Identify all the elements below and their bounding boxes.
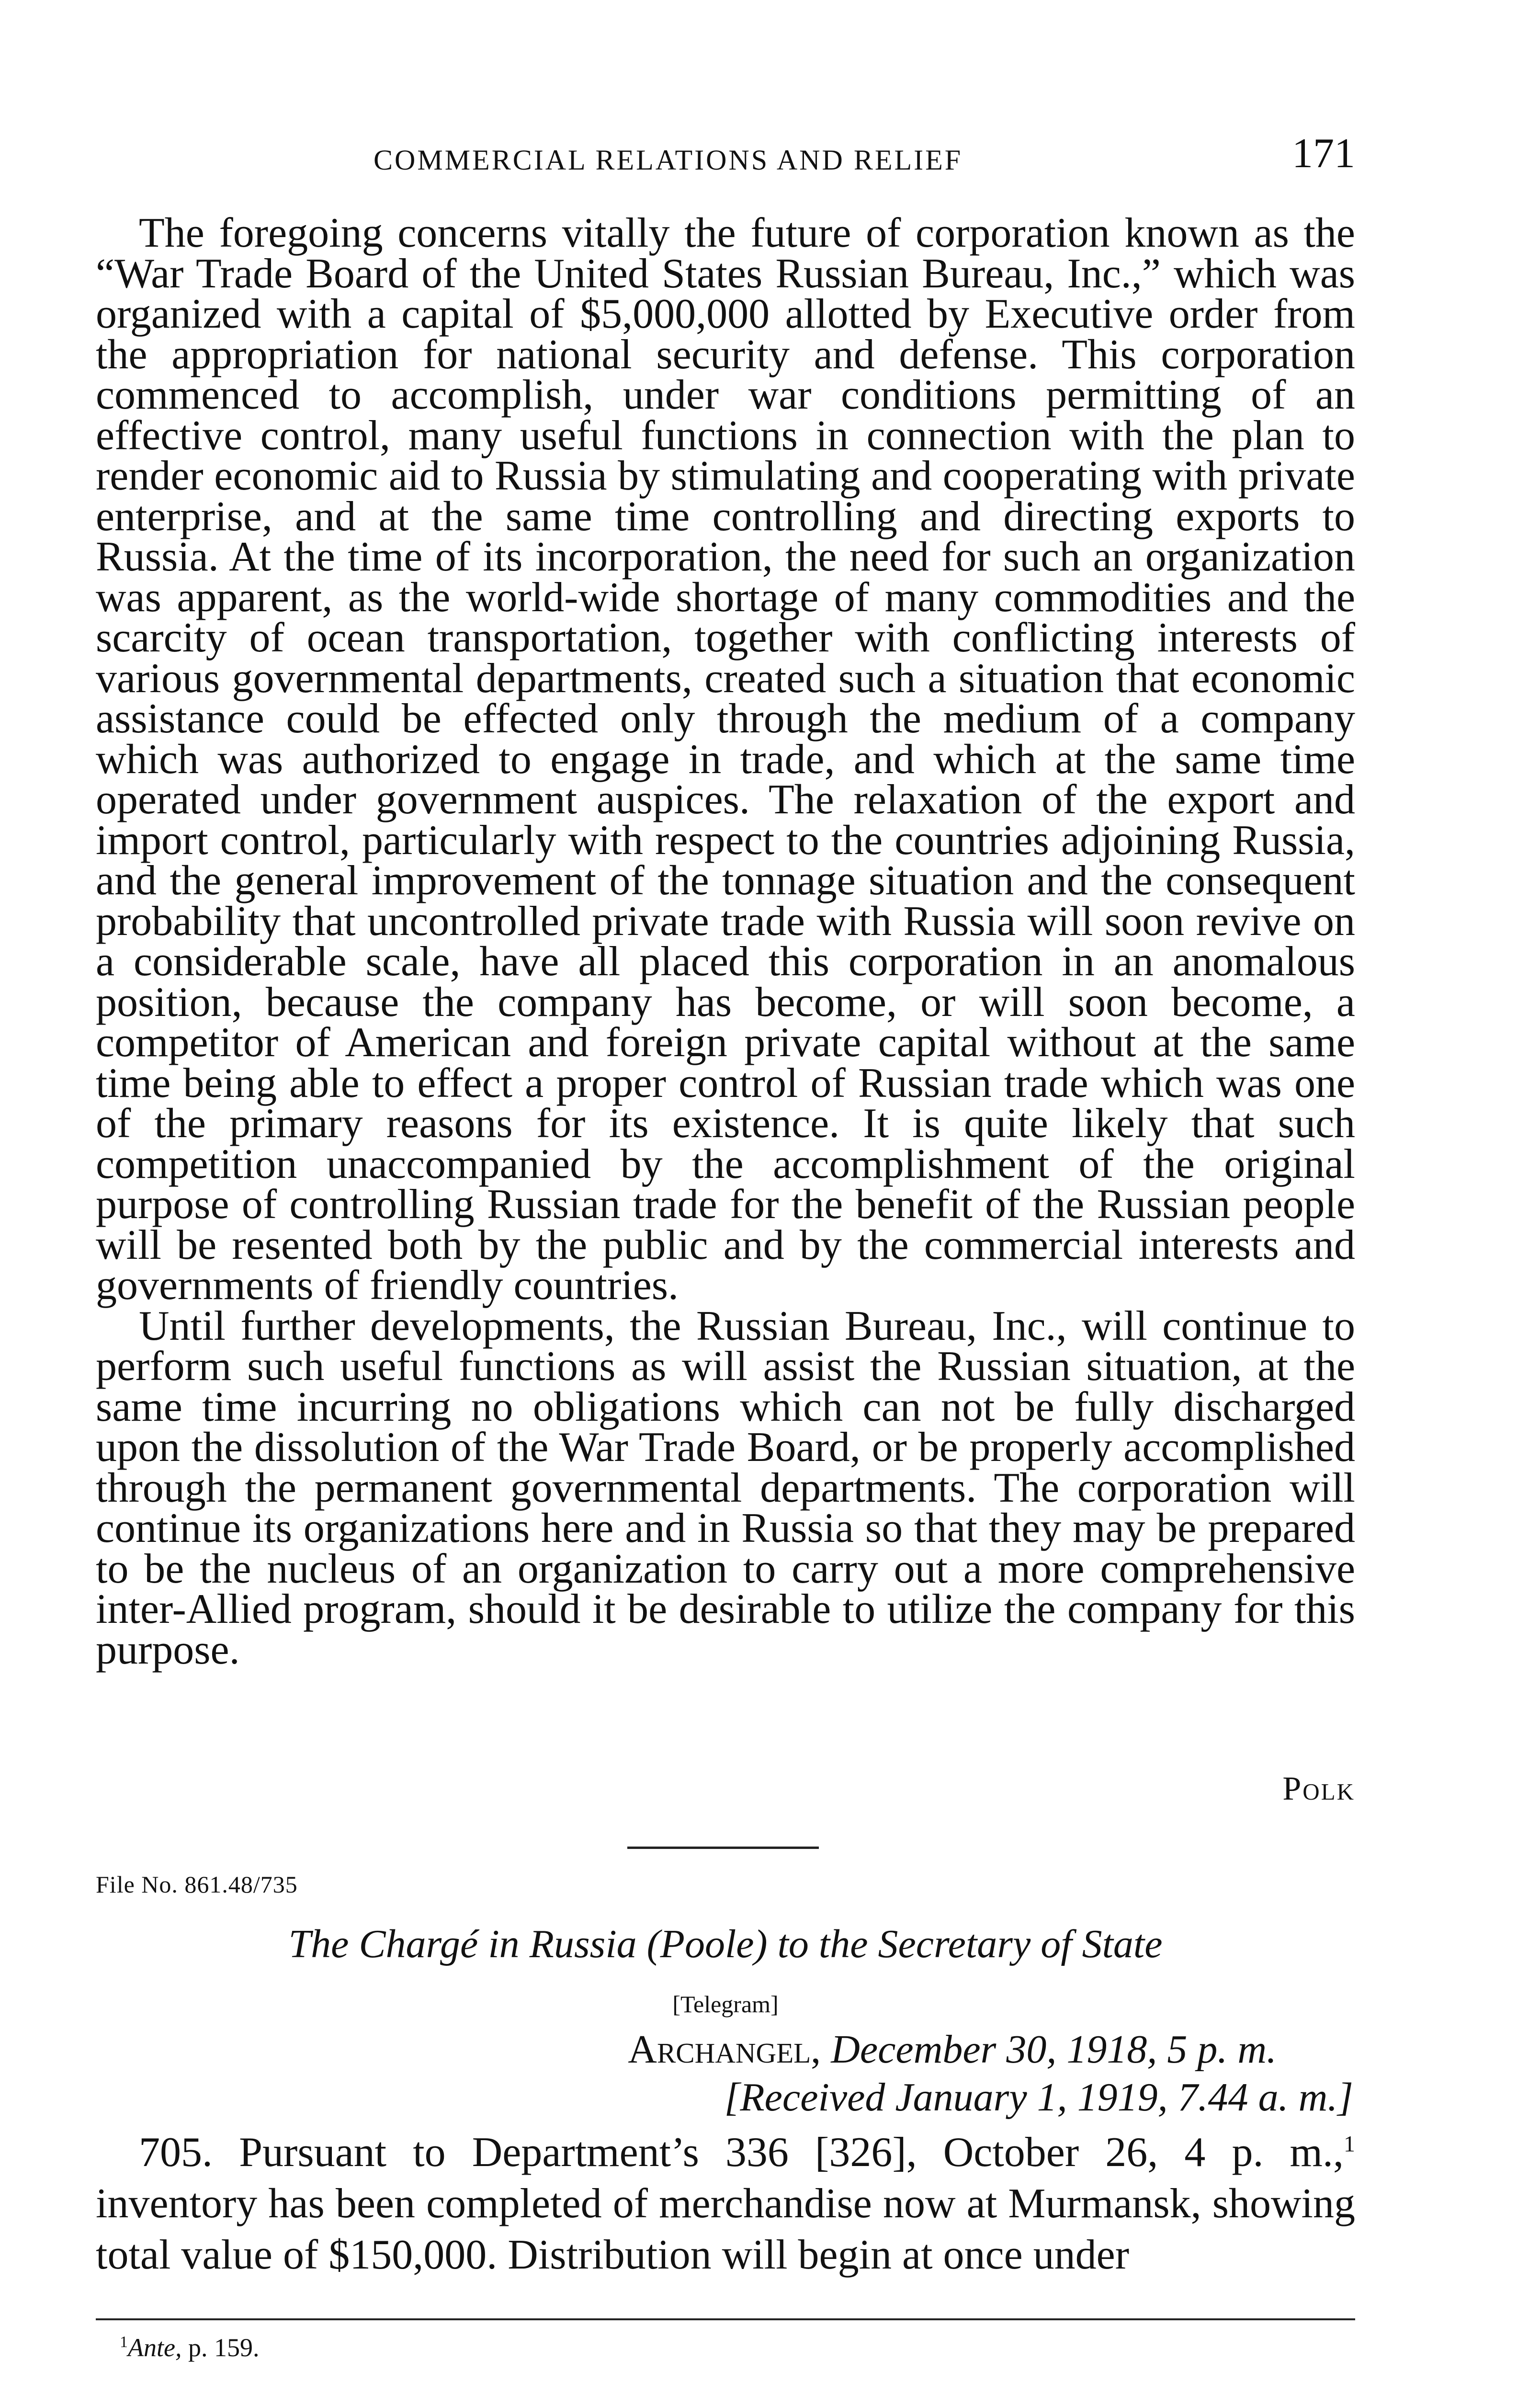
footnote <box>120 2333 259 2362</box>
footnote-reference: Ante, <box>128 2333 182 2362</box>
footnote-page: p. 159. <box>181 2333 260 2362</box>
signature: Polk <box>1282 1770 1355 1807</box>
dateline-place: Archangel, <box>628 2027 821 2072</box>
telegram-text-start: 705. Pursuant to Department’s 336 [326], October 26, 4 p. m., <box>139 2129 1344 2176</box>
received-line: [Received January 1, 1919, 7.44 a. m.] <box>724 2075 1353 2120</box>
running-head <box>96 129 1355 187</box>
paragraph: Until further developments, the Russian Bureau, Inc., will continue to perform such useful functions as will assist the Russian situation, at the same time incurring no obligations which can not be fully discharged upon the dissolution of the War Trade Board, or be properly accomplished through the permanent governmental departments. The corporation will continue its organizations here and in Russia so that they may be prepared to be the nucleus of an organization to carry out a more comprehensive inter-Allied program, should it be desirable to utilize the company for this purpose. <box>96 1302 1355 1673</box>
section-divider <box>627 1847 819 1849</box>
dateline-date: December 30, 1918, 5 p. m. <box>821 2027 1277 2072</box>
page-number: 171 <box>1292 130 1355 177</box>
footnote-rule <box>96 2318 1355 2320</box>
paragraph: The foregoing concerns vitally the future of corporation known as the “War Trade Board of the United States Russian Bureau, Inc.,” which was organized with a capital of $5,000,000 allotted by Executive order from the appropriation for national security and defense. This corporation commenced to accomplish, under war conditions permitting of an effective control, many useful functions in connection with the plan to render economic aid to Russia by stimulating and cooperating with private enterprise, and at the same time controlling and directing exports to Russia. At the time of its incorporation, the need for such an organization was apparent, as the world-wide shortage of many commodities and the scarcity of ocean transportation, together with conflicting interests of various governmental departments, created such a situation that economic assistance could be effected only through the medium of a company which was authorized to engage in trade, and which at the same time operated under government auspices. The relaxation of the export and import control, particularly with respect to the countries adjoining Russia, and the general improvement of the tonnage situation and the consequent probability that uncontrolled private trade with Russia will soon revive on a considerable scale, have all placed this corporation in an anomalous position, because the company has become, or will soon become, a competitor of American and foreign private capital without at the same time being able to effect a proper control of Russian trade which was one of the primary reasons for its existence. It is quite likely that such competition unaccompanied by the accomplishment of the original purpose of controlling Russian trade for the benefit of the Russian people will be resented both by the public and by the commercial interests and governments of friendly countries. <box>96 210 1355 1309</box>
document-title: The Chargé in Russia (Poole) to the Secretary of State <box>288 1922 1163 1966</box>
telegram-text-continued: inventory has been completed of merchandise now at Murmansk, showing total value of $150,000. Distribution will begin at once under <box>96 2180 1355 2278</box>
dateline <box>628 2026 1277 2073</box>
footnote-marker: 1 <box>1344 2131 1355 2157</box>
running-title: COMMERCIAL RELATIONS AND RELIEF <box>374 144 963 176</box>
footnote-number: 1 <box>120 2333 128 2351</box>
telegram-text <box>96 2127 1355 2281</box>
body-text <box>96 210 1355 1673</box>
document-type: [Telegram] <box>672 1991 779 2018</box>
file-number: File No. 861.48/735 <box>96 1871 298 1898</box>
paragraph <box>96 2127 1355 2281</box>
